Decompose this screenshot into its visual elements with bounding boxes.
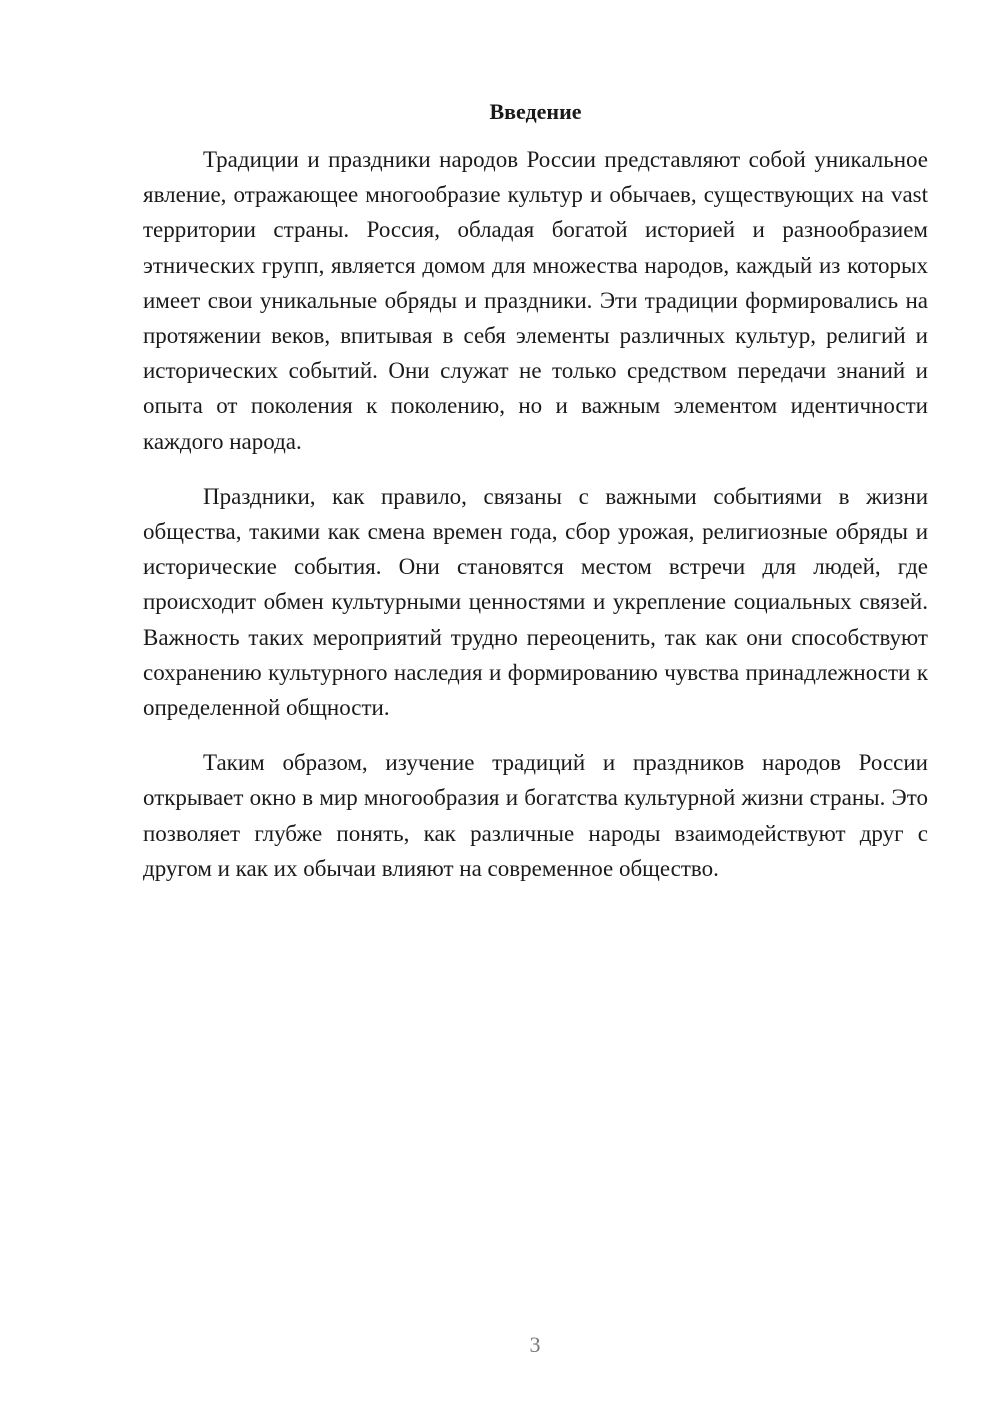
- paragraph-2: Праздники, как правило, связаны с важными событиями в жизни общества, такими как смена времен года, сбор урожая, религиозные обряды и исторические события. Они становятся местом встречи для людей, где происходит обмен культурными ценностями и укрепление социальных связей. Важность таких мероприятий трудно переоценить, так как они способствуют сохранению культурного наследия и формированию чувства принадлежности к определенной общности.: [143, 483, 928, 721]
- section-heading: Введение: [489, 99, 582, 124]
- paragraph-3: Таким образом, изучение традиций и праздников народов России открывает окно в мир многообразия и богатства культурной жизни страны. Это позволяет глубже понять, как различные народы взаимодействуют друг с другом и как их обычаи влияют на современное общество.: [143, 750, 928, 881]
- body-text: [143, 142, 928, 906]
- page-number: 3: [529, 1332, 541, 1357]
- paragraph-1: Традиции и праздники народов России представляют собой уникальное явление, отражающее многообразие культур и обычаев, существующих на vast территории страны. Россия, обладая богатой историей и разнообразием этнических групп, является домом для множества народов, каждый из которых имеет свои уникальные обряды и праздники. Эти традиции формировались на протяжении веков, впитывая в себя элементы различных культур, религий и исторических событий. Они служат не только средством передачи знаний и опыта от поколения к поколению, но и важным элементом идентичности каждого народа.: [143, 147, 928, 454]
